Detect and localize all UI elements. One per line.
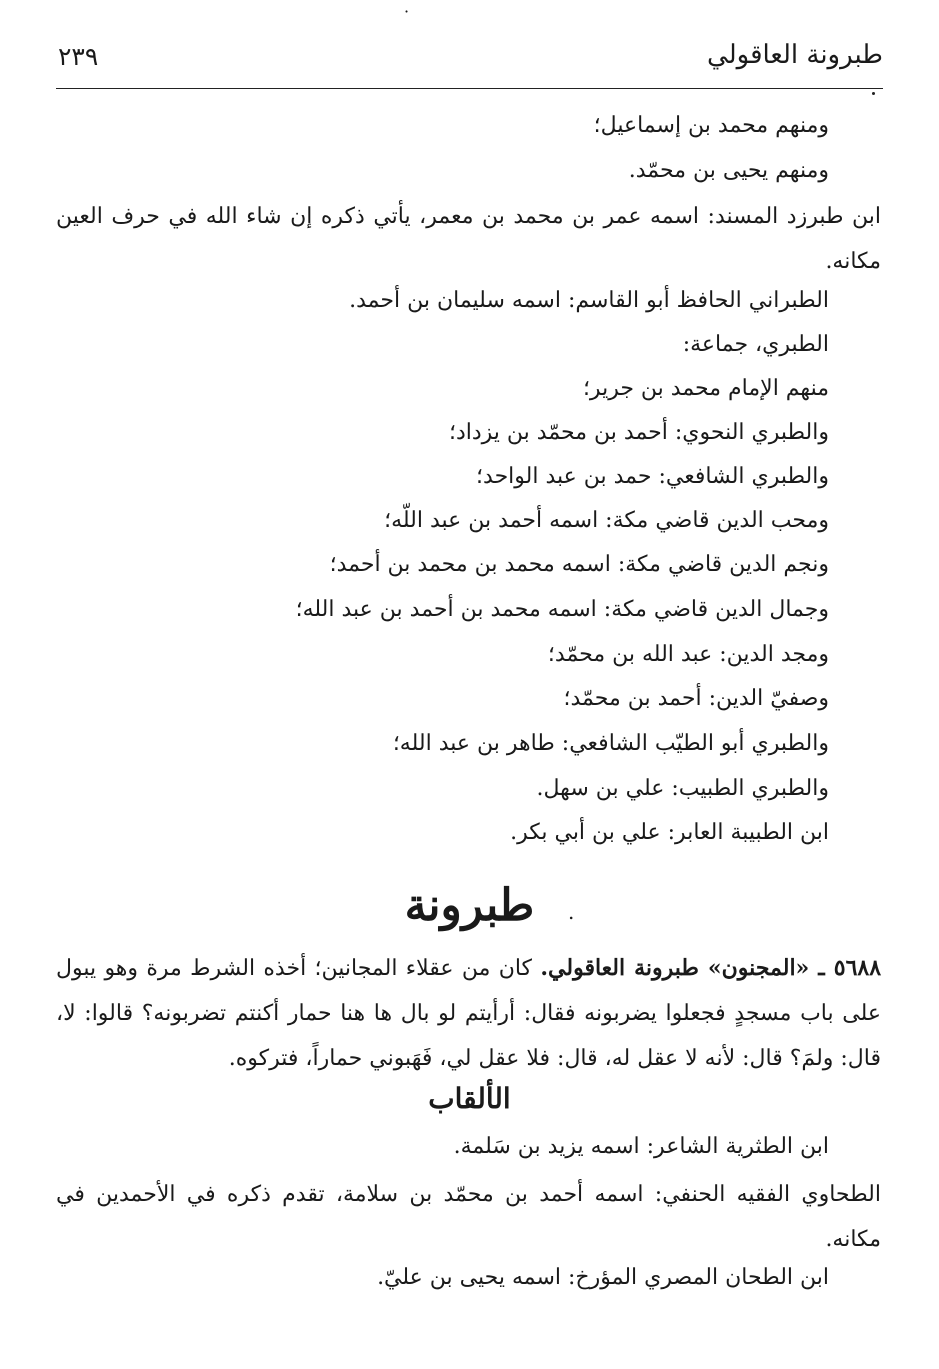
text-line: والطبري النحوي: أحمد بن محمّد بن يزداد؛ [448, 420, 829, 445]
text-line: ابن الطبيبة العابر: علي بن أبي بكر. [510, 820, 829, 845]
section-heading: طبرونة [404, 880, 535, 931]
text-line: ومجد الدين: عبد الله بن محمّد؛ [547, 642, 829, 667]
entry-paragraph [56, 946, 881, 1081]
text-line: وصفيّ الدين: أحمد بن محمّد؛ [563, 686, 829, 711]
text-line: الطبراني الحافظ أبو القاسم: اسمه سليمان بن أحمد. [349, 288, 829, 313]
text-line: ومحب الدين قاضي مكة: اسمه أحمد بن عبد اللّه؛ [384, 508, 829, 533]
subheading: الألقاب [428, 1082, 511, 1115]
text-line: منهم الإمام محمد بن جرير؛ [582, 376, 829, 401]
text-line: والطبري الشافعي: حمد بن عبد الواحد؛ [476, 464, 829, 489]
entry-lead: ٥٦٨٨ ـ «المجنون» طبرونة العاقولي. [540, 955, 882, 981]
text-paragraph: الطحاوي الفقيه الحنفي: اسمه أحمد بن محمّد بن سلامة، تقدم ذكره في الأحمدين في مكانه. [56, 1182, 881, 1252]
text-line: ومنهم محمد بن إسماعيل؛ [593, 113, 829, 138]
text-line: والطبري الطبيب: علي بن سهل. [536, 776, 829, 801]
text-line: والطبري أبو الطيّب الشافعي: طاهر بن عبد الله؛ [392, 731, 829, 756]
text-line: وجمال الدين قاضي مكة: اسمه محمد بن أحمد بن عبد الله؛ [295, 597, 829, 622]
rule-mark [872, 92, 875, 95]
entry-body: كان من عقلاء المجانين؛ أخذه الشرط مرة وهو يبول على باب مسجدٍ فجعلوا يضربونه فقال: أرأيتم لو بال ها هنا حمار أكنتم تضربونه؟ قالوا: لا، قال: ولمَ؟ قال: لأنه لا عقل له، قال: فلا عقل لي، فَهَبوني حماراً، فتركوه. [56, 956, 881, 1071]
page-number: ٢٣٩ [58, 42, 99, 71]
running-title: طبرونة العاقولي [707, 40, 883, 70]
page-header [58, 40, 883, 80]
header-rule [56, 88, 883, 89]
text-line: ابن الطحان المصري المؤرخ: اسمه يحيى بن عليّ. [377, 1265, 829, 1290]
text-line: ونجم الدين قاضي مكة: اسمه محمد بن محمد بن أحمد؛ [329, 552, 829, 577]
top-dot-mark: · [404, 2, 410, 21]
text-paragraph: ابن طبرزد المسند: اسمه عمر بن محمد بن معمر، يأتي ذكره إن شاء الله في حرف العين مكانه. [56, 204, 881, 274]
text-line: ومنهم يحيى بن محمّد. [628, 158, 829, 183]
heading-dot-mark: . [568, 900, 575, 924]
text-line: الطبري، جماعة: [682, 332, 829, 357]
text-line: ابن الطثرية الشاعر: اسمه يزيد بن سَلمة. [453, 1134, 829, 1159]
